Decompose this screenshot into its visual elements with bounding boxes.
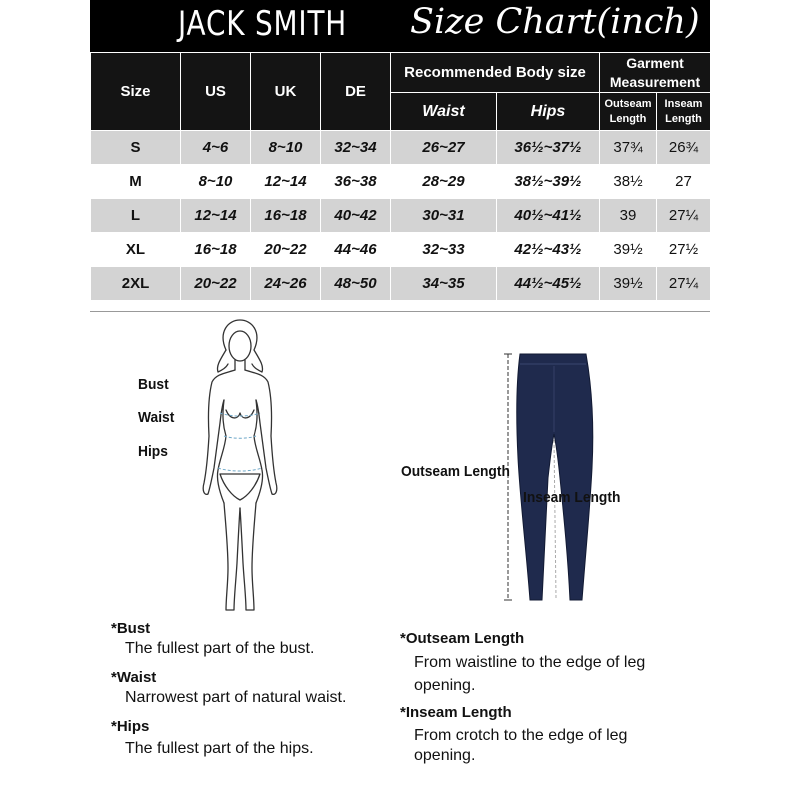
cell-size: XL — [91, 233, 181, 267]
col-header-uk: UK — [251, 53, 321, 131]
garment-line2: Measurement — [609, 73, 701, 90]
cell-outseam: 38½ — [600, 165, 657, 199]
cell-us: 8~10 — [181, 165, 251, 199]
cell-us: 20~22 — [181, 267, 251, 301]
col-header-size: Size — [91, 53, 181, 131]
table-bottom-divider — [90, 311, 710, 312]
def-hips-term: *Hips — [111, 718, 150, 735]
table-row — [91, 267, 711, 301]
cell-size: S — [91, 131, 181, 165]
inseam-line1: Inseam — [664, 97, 703, 110]
cell-outseam: 39 — [600, 199, 657, 233]
brand-name: JACK SMITH — [178, 4, 348, 44]
cell-hips: 38½~39½ — [497, 165, 600, 199]
cell-uk: 20~22 — [251, 233, 321, 267]
inseam-line2: Length — [665, 112, 702, 125]
def-inseam-term: *Inseam Length — [400, 704, 512, 721]
cell-us: 16~18 — [181, 233, 251, 267]
cell-uk: 16~18 — [251, 199, 321, 233]
size-table — [90, 52, 711, 301]
col-header-waist: Waist — [391, 93, 497, 131]
def-inseam-desc-1: From crotch to the edge of leg — [414, 727, 628, 744]
def-inseam-desc-2: opening. — [414, 747, 476, 764]
cell-outseam: 37¾ — [600, 131, 657, 165]
cell-de: 44~46 — [321, 233, 391, 267]
cell-inseam: 27 — [657, 165, 711, 199]
cell-waist: 28~29 — [391, 165, 497, 199]
table-row — [91, 233, 711, 267]
garment-line1: Garment — [626, 54, 684, 71]
cell-hips: 36½~37½ — [497, 131, 600, 165]
table-row — [91, 165, 711, 199]
cell-hips: 44½~45½ — [497, 267, 600, 301]
label-hips: Hips — [138, 443, 168, 460]
def-waist-term: *Waist — [111, 669, 157, 686]
cell-waist: 30~31 — [391, 199, 497, 233]
label-inseam-length: Inseam Length — [523, 489, 621, 506]
col-header-us: US — [181, 53, 251, 131]
def-bust-term: *Bust — [111, 620, 151, 637]
outseam-line1: Outseam — [604, 97, 652, 110]
cell-outseam: 39½ — [600, 233, 657, 267]
cell-de: 48~50 — [321, 267, 391, 301]
def-hips-desc: The fullest part of the hips. — [125, 740, 314, 757]
col-header-hips: Hips — [497, 93, 600, 131]
def-outseam-desc-1: From waistline to the edge of leg — [414, 654, 646, 671]
cell-uk: 8~10 — [251, 131, 321, 165]
body-figure-illustration — [190, 318, 290, 624]
cell-hips: 42½~43½ — [497, 233, 600, 267]
chart-title: Size Chart(inch) — [410, 2, 700, 42]
col-header-de: DE — [321, 53, 391, 131]
cell-de: 36~38 — [321, 165, 391, 199]
table-row — [91, 131, 711, 165]
col-header-inseam — [657, 93, 711, 131]
cell-us: 4~6 — [181, 131, 251, 165]
label-outseam-length: Outseam Length — [401, 463, 510, 480]
col-header-outseam — [600, 93, 657, 131]
cell-size: M — [91, 165, 181, 199]
def-waist-desc: Narrowest part of natural waist. — [125, 689, 347, 706]
outseam-line2: Length — [609, 112, 647, 125]
def-outseam-desc-2: opening. — [414, 677, 476, 694]
cell-de: 32~34 — [321, 131, 391, 165]
cell-waist: 34~35 — [391, 267, 497, 301]
cell-waist: 32~33 — [391, 233, 497, 267]
def-bust-desc: The fullest part of the bust. — [125, 640, 315, 657]
cell-uk: 24~26 — [251, 267, 321, 301]
cell-outseam: 39½ — [600, 267, 657, 301]
pants-illustration — [500, 348, 600, 608]
cell-uk: 12~14 — [251, 165, 321, 199]
cell-inseam: 27½ — [657, 233, 711, 267]
cell-inseam: 27¼ — [657, 199, 711, 233]
cell-size: L — [91, 199, 181, 233]
cell-waist: 26~27 — [391, 131, 497, 165]
cell-inseam: 26¾ — [657, 131, 711, 165]
cell-inseam: 27¼ — [657, 267, 711, 301]
label-waist: Waist — [138, 409, 175, 426]
table-row — [91, 199, 711, 233]
def-outseam-term: *Outseam Length — [400, 630, 525, 647]
cell-hips: 40½~41½ — [497, 199, 600, 233]
col-header-garment — [600, 53, 711, 93]
cell-size: 2XL — [91, 267, 181, 301]
cell-de: 40~42 — [321, 199, 391, 233]
cell-us: 12~14 — [181, 199, 251, 233]
label-bust: Bust — [138, 376, 169, 393]
col-header-recommended: Recommended Body size — [391, 53, 600, 93]
